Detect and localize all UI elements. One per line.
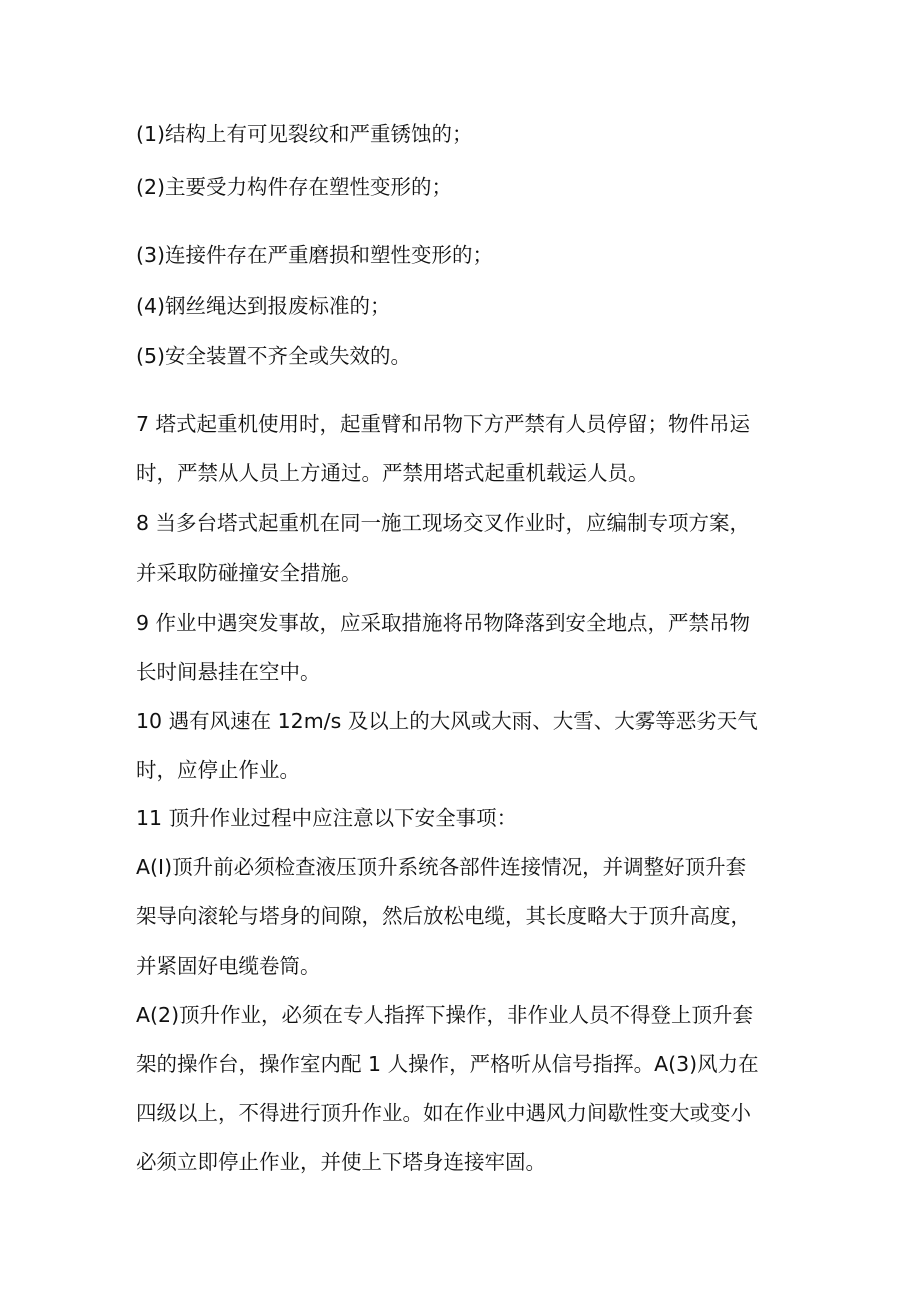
text-line: 10 遇有风速在 12m∕s 及以上的大风或大雨、大雪、大雾等恶劣天气 <box>136 709 758 733</box>
text-line: 时，应停止作业。 <box>136 758 300 782</box>
text-line: 7 塔式起重机使用时，起重臂和吊物下方严禁有人员停留；物件吊运 <box>136 412 751 436</box>
text-line: 必须立即停止作业，并使上下塔身连接牢固。 <box>136 1150 546 1174</box>
text-line: 11 顶升作业过程中应注意以下安全事项： <box>136 806 518 830</box>
text-line: 9 作业中遇突发事故，应采取措施将吊物降落到安全地点，严禁吊物 <box>136 611 751 635</box>
text-line: 架导向滚轮与塔身的间隙，然后放松电缆，其长度略大于顶升高度， <box>136 904 751 928</box>
text-line: A(2)顶升作业，必须在专人指挥下操作，非作业人员不得登上顶升套 <box>136 1003 754 1027</box>
text-line: (4)钢丝绳达到报废标准的； <box>136 294 391 318</box>
text-line: 8 当多台塔式起重机在同一施工现场交叉作业时，应编制专项方案， <box>136 511 751 535</box>
text-line: (2)主要受力构件存在塑性变形的； <box>136 175 453 199</box>
text-line: 时，严禁从人员上方通过。严禁用塔式起重机载运人员。 <box>136 461 649 485</box>
text-line: 长时间悬挂在空中。 <box>136 660 321 684</box>
text-line: 并采取防碰撞安全措施。 <box>136 561 362 585</box>
text-line: (1)结构上有可见裂纹和严重锈蚀的； <box>136 122 473 146</box>
text-line: 四级以上，不得进行顶升作业。如在作业中遇风力间歇性变大或变小 <box>136 1101 751 1125</box>
text-line: 架的操作台，操作室内配 1 人操作，严格听从信号指挥。A(3)风力在 <box>136 1052 759 1076</box>
text-line: A(I)顶升前必须检查液压顶升系统各部件连接情况，并调整好顶升套 <box>136 855 747 879</box>
text-line: 并紧固好电缆卷筒。 <box>136 954 321 978</box>
text-line: (3)连接件存在严重磨损和塑性变形的； <box>136 243 494 267</box>
text-line: (5)安全装置不齐全或失效的。 <box>136 344 412 368</box>
